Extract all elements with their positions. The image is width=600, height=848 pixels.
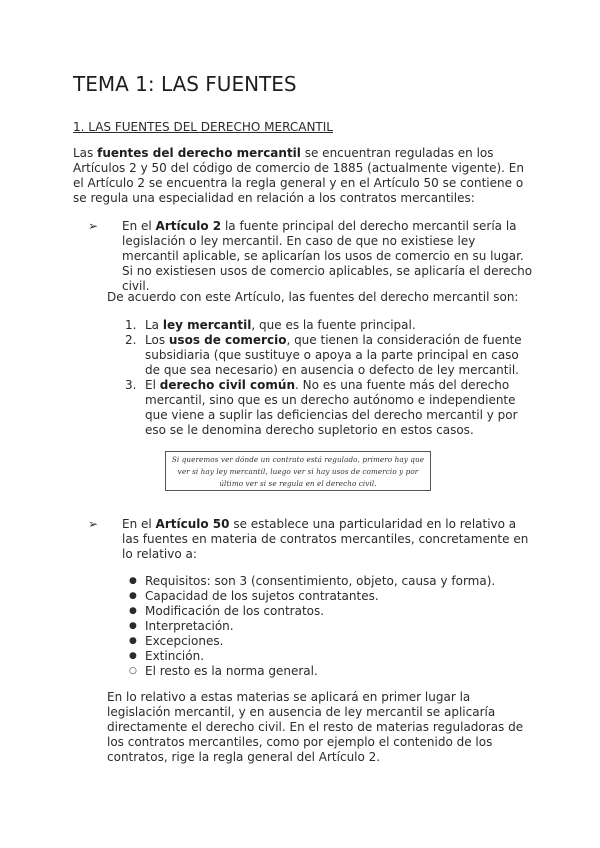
list-text: El resto es la norma general. (145, 664, 318, 678)
bullet-dot-icon: ● (129, 621, 137, 631)
list-item (107, 378, 533, 438)
list-item (107, 649, 533, 664)
arrow-bullet-icon: ➢ (88, 219, 99, 233)
bullet-articulo-50 (88, 517, 533, 562)
list-text: Extinción. (145, 649, 205, 663)
list-text: Modificación de los contratos. (145, 604, 325, 618)
list-text (145, 378, 533, 438)
source-pre: El (145, 378, 160, 392)
source-post: , que es la fuente principal. (251, 318, 416, 332)
bullet-dot-icon: ● (129, 576, 137, 586)
list-text (145, 318, 533, 333)
source-bold: ley mercantil (162, 318, 252, 332)
list-item (107, 574, 533, 589)
list-item (107, 664, 533, 679)
bullet-text (122, 219, 533, 294)
list-text: Requisitos: son 3 (consentimiento, objeto, causa y forma). (145, 574, 496, 588)
list-number: 1. (125, 318, 137, 332)
acuerdo-paragraph: De acuerdo con este Artículo, las fuentes del derecho mercantil son: (107, 290, 519, 304)
bullet-dot-icon: ● (129, 651, 137, 661)
bullet1-bold: Artículo 2 (155, 219, 222, 233)
bullet-dot-icon: ● (129, 636, 137, 646)
list-number: 2. (125, 333, 137, 347)
intro-post: se encuentran reguladas en los Artículos 2 y 50 del código de comercio de 1885 (actualmente vigente). En el Artículo 2 se encuentra la regla general y en el Artículo 50 se contiene o se regula una especialidad en relación a los contratos mercantiles: (73, 146, 524, 205)
bullet1-post: la fuente principal del derecho mercantil sería la legislación o ley mercantil. En caso de que no existiese ley mercantil aplicable, se aplicarían los usos de comercio en su lugar. Si no existiesen usos de comercio aplicables, se aplicaría el derecho civil. (122, 219, 533, 293)
list-item (107, 589, 533, 604)
bullet2-pre: En el (122, 517, 156, 531)
bullet-dot-icon: ● (129, 606, 137, 616)
intro-bold: fuentes del derecho mercantil (97, 146, 301, 160)
list-number: 3. (125, 378, 137, 392)
source-bold: derecho civil común (159, 378, 295, 392)
list-item (107, 333, 533, 378)
bullet1-pre: En el (122, 219, 156, 233)
list-item (107, 604, 533, 619)
arrow-bullet-icon: ➢ (88, 517, 99, 531)
source-post: . No es una fuente más del derecho mercantil, sino que es un derecho autónomo e independiente que viene a suplir las deficiencias del derecho mercantil y por eso se le denomina derecho supletorio en estos casos. (145, 378, 518, 437)
source-pre: Los (145, 333, 169, 347)
sources-list (107, 318, 533, 438)
page-title: TEMA 1: LAS FUENTES (73, 72, 297, 96)
intro-paragraph (73, 146, 533, 206)
bullet-articulo-2 (88, 219, 533, 294)
list-item (107, 634, 533, 649)
list-text: Capacidad de los sujetos contratantes. (145, 589, 379, 603)
source-post: , que tienen la consideración de fuente subsidiaria (que sustituye o apoya a la parte principal en caso de que sea necesario) en ausencia o defecto de ley mercantil. (145, 333, 522, 377)
bullet2-post: se establece una particularidad en lo relativo a las fuentes en materia de contratos mercantiles, concretamente en lo relativo a: (122, 517, 529, 561)
topics-list (107, 574, 533, 679)
list-item (107, 619, 533, 634)
list-item (107, 318, 533, 333)
list-text: Excepciones. (145, 634, 224, 648)
source-bold: usos de comercio (168, 333, 287, 347)
section-heading: 1. LAS FUENTES DEL DERECHO MERCANTIL (73, 120, 333, 134)
handwritten-note-box: Si queremos ver dónde un contrato está regulado, primero hay que ver si hay ley mercantil, luego ver si hay usos de comercio y por último ver si se regula en el derecho civil. (165, 451, 431, 491)
list-text (145, 333, 533, 378)
final-paragraph: En lo relativo a estas materias se aplicará en primer lugar la legislación mercantil, y en ausencia de ley mercantil se aplicaría directamente el derecho civil. En el resto de materias reguladoras de los contratos mercantiles, como por ejemplo el contenido de los contratos, rige la regla general del Artículo 2. (107, 690, 524, 764)
bullet-text (122, 517, 533, 562)
intro-pre: Las (73, 146, 98, 160)
bullet-dot-icon: ● (129, 591, 137, 601)
bullet-circle-icon: ○ (129, 666, 137, 676)
source-pre: La (145, 318, 163, 332)
list-text: Interpretación. (145, 619, 234, 633)
bullet2-bold: Artículo 50 (155, 517, 230, 531)
